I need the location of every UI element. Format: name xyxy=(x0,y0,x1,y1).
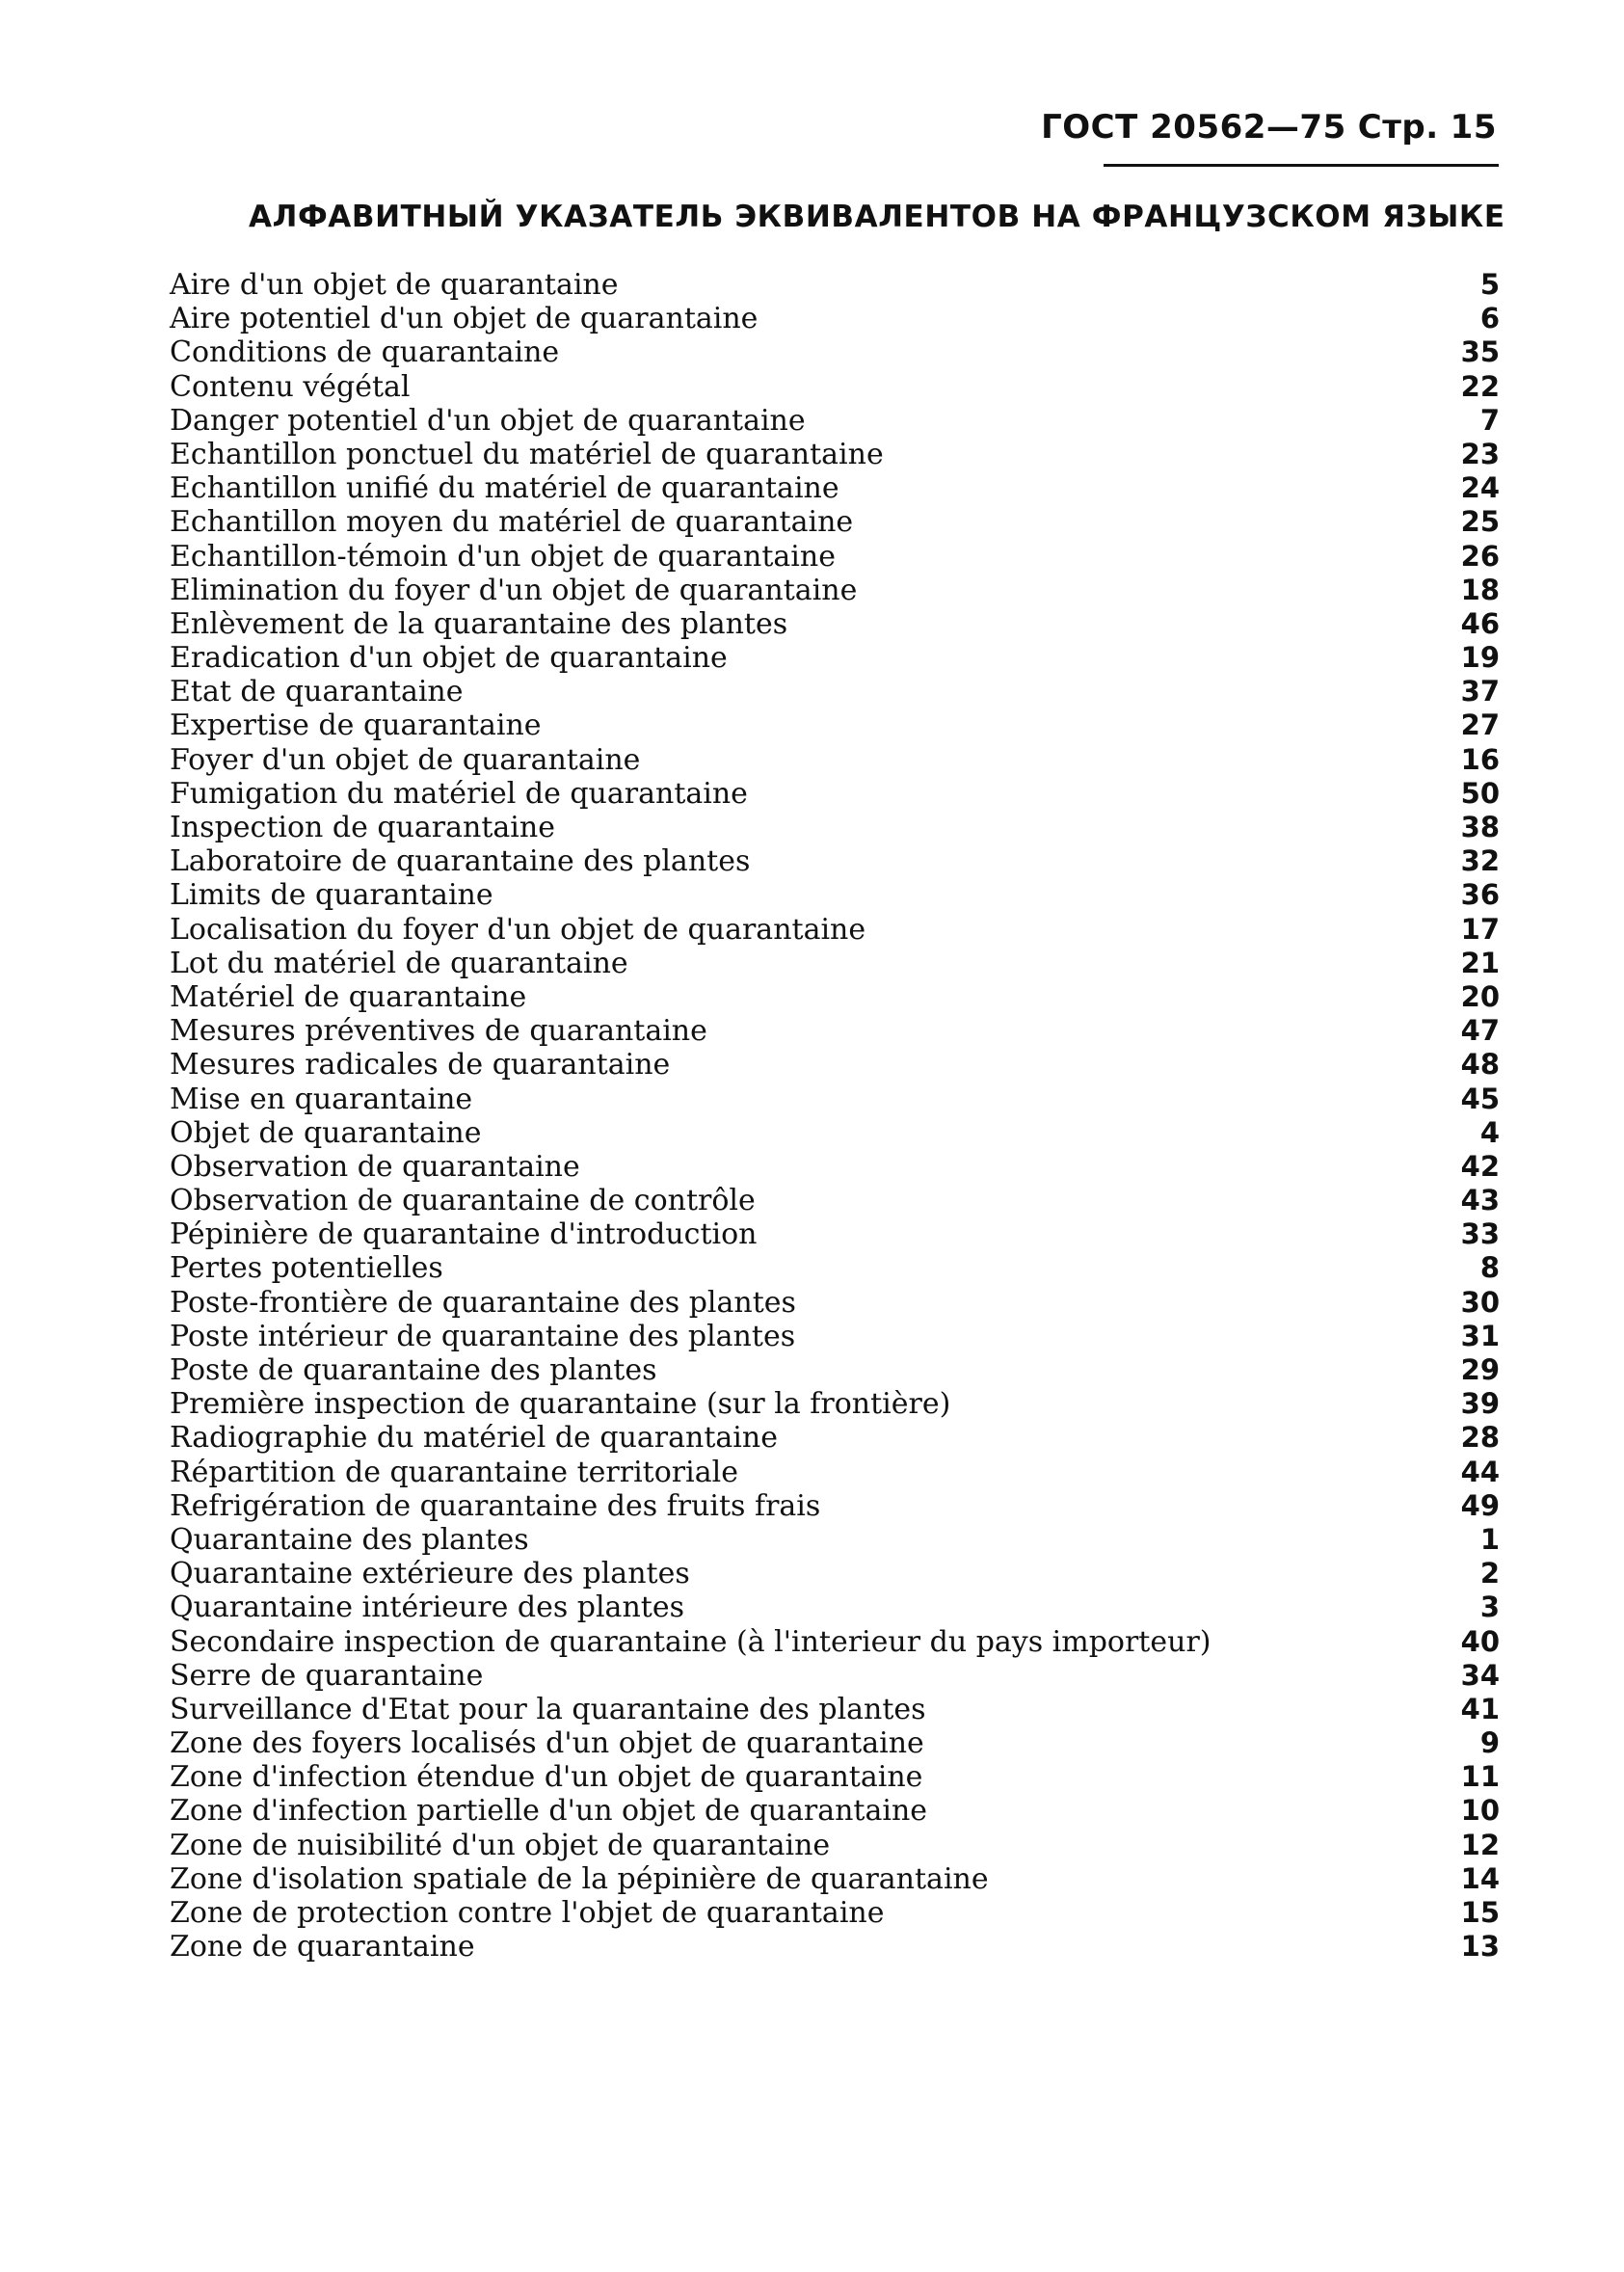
entry-term: Conditions de quarantaine xyxy=(170,335,560,370)
entry-term: Zone d'infection partielle d'un objet de quarantaine xyxy=(170,1794,928,1829)
entry-number: 32 xyxy=(1460,844,1500,878)
index-entry xyxy=(170,675,1500,708)
entry-term: Inspection de quarantaine xyxy=(170,811,555,844)
index-entry xyxy=(170,607,1500,641)
index-entry xyxy=(170,1726,1500,1760)
entry-term: Mesures préventives de quarantaine xyxy=(170,1014,707,1049)
entry-term: Enlèvement de la quarantaine des plantes xyxy=(170,606,788,641)
index-entry xyxy=(170,1862,1500,1896)
entry-number: 15 xyxy=(1460,1896,1500,1929)
index-entry xyxy=(170,1251,1500,1285)
entry-number: 34 xyxy=(1460,1658,1500,1692)
index-entry xyxy=(170,1184,1500,1217)
entry-number: 36 xyxy=(1460,878,1500,912)
entry-term: Surveillance d'Etat pour la quarantaine des plantes xyxy=(170,1692,926,1726)
entry-term: Elimination du foyer d'un objet de quarantaine xyxy=(170,573,858,607)
entry-number: 6 xyxy=(1479,302,1500,335)
header-rule xyxy=(1104,164,1499,167)
index-entry xyxy=(170,1693,1500,1726)
entry-number: 24 xyxy=(1460,471,1500,505)
entry-term: Echantillon-témoin d'un objet de quarantaine xyxy=(170,539,836,574)
index-entry xyxy=(170,1014,1500,1048)
entry-term: Poste intérieur de quarantaine des plantes xyxy=(170,1319,796,1353)
entry-number: 9 xyxy=(1479,1726,1500,1760)
index-entry xyxy=(170,1829,1500,1862)
entry-term: Zone des foyers localisés d'un objet de quarantaine xyxy=(170,1726,924,1761)
entry-term: Refrigération de quarantaine des fruits frais xyxy=(170,1488,821,1523)
entry-term: Fumigation du matériel de quarantaine xyxy=(170,776,748,811)
entry-term: Serre de quarantaine xyxy=(170,1658,484,1693)
index-entry xyxy=(170,370,1500,404)
entry-term: Quarantaine intérieure des plantes xyxy=(170,1590,684,1625)
index-entry xyxy=(170,708,1500,742)
entry-term: Foyer d'un objet de quarantaine xyxy=(170,742,641,777)
entry-term: Echantillon moyen du matériel de quarantaine xyxy=(170,505,854,540)
entry-number: 5 xyxy=(1479,268,1500,301)
index-entry xyxy=(170,404,1500,438)
entry-number: 26 xyxy=(1460,539,1500,573)
index-entry xyxy=(170,471,1500,505)
index-entry xyxy=(170,1590,1500,1624)
entry-number: 39 xyxy=(1460,1387,1500,1421)
index-entry xyxy=(170,743,1500,777)
entry-term: Répartition de quarantaine territoriale xyxy=(170,1455,738,1489)
entry-term: Lot du matériel de quarantaine xyxy=(170,946,628,980)
index-entries xyxy=(170,268,1500,1964)
entry-term: Echantillon unifié du matériel de quarantaine xyxy=(170,471,839,506)
index-entry xyxy=(170,540,1500,574)
index-entry xyxy=(170,1116,1500,1150)
index-entry xyxy=(170,574,1500,607)
entry-term: Expertise de quarantaine xyxy=(170,708,542,743)
index-entry xyxy=(170,1896,1500,1930)
entry-number: 30 xyxy=(1460,1285,1500,1319)
index-entry xyxy=(170,1489,1500,1523)
index-entry xyxy=(170,913,1500,947)
index-entry xyxy=(170,505,1500,539)
entry-term: Contenu végétal xyxy=(170,369,411,404)
entry-term: Aire potentiel d'un objet de quarantaine xyxy=(170,302,759,336)
entry-number: 50 xyxy=(1460,776,1500,810)
index-entry xyxy=(170,1320,1500,1353)
entry-number: 33 xyxy=(1460,1217,1500,1251)
entry-number: 11 xyxy=(1460,1760,1500,1794)
index-entry xyxy=(170,1794,1500,1828)
entry-number: 12 xyxy=(1460,1828,1500,1861)
entry-term: Secondaire inspection de quarantaine (à l'interieur du pays importeur) xyxy=(170,1624,1211,1659)
entry-number: 18 xyxy=(1460,573,1500,606)
index-entry xyxy=(170,844,1500,878)
entry-term: Mise en quarantaine xyxy=(170,1082,473,1116)
index-entry xyxy=(170,335,1500,369)
entry-number: 2 xyxy=(1479,1557,1500,1590)
index-entry xyxy=(170,1760,1500,1794)
entry-number: 23 xyxy=(1460,437,1500,470)
entry-number: 44 xyxy=(1460,1455,1500,1488)
entry-number: 27 xyxy=(1460,708,1500,742)
page-label: Стр. xyxy=(1357,108,1439,147)
entry-number: 16 xyxy=(1460,742,1500,776)
entry-number: 42 xyxy=(1460,1149,1500,1183)
entry-number: 31 xyxy=(1460,1319,1500,1352)
entry-term: Pertes potentielles xyxy=(170,1251,443,1286)
entry-number: 21 xyxy=(1460,946,1500,979)
entry-term: Zone d'infection étendue d'un objet de quarantaine xyxy=(170,1760,923,1795)
entry-number: 41 xyxy=(1460,1692,1500,1725)
entry-term: Localisation du foyer d'un objet de quarantaine xyxy=(170,912,866,947)
entry-number: 8 xyxy=(1479,1251,1500,1285)
entry-term: Quarantaine des plantes xyxy=(170,1522,529,1557)
index-entry xyxy=(170,1523,1500,1557)
entry-term: Zone de protection contre l'objet de quarantaine xyxy=(170,1896,885,1930)
entry-number: 28 xyxy=(1460,1421,1500,1455)
entry-term: Observation de quarantaine de contrôle xyxy=(170,1184,756,1218)
index-entry xyxy=(170,1217,1500,1251)
entry-term: Observation de quarantaine xyxy=(170,1149,580,1184)
entry-number: 4 xyxy=(1479,1115,1500,1149)
index-entry xyxy=(170,1625,1500,1659)
index-entry xyxy=(170,1421,1500,1455)
index-entry xyxy=(170,438,1500,471)
entry-number: 46 xyxy=(1460,606,1500,640)
entry-number: 13 xyxy=(1460,1930,1500,1964)
index-title: АЛФАВИТНЫЙ УКАЗАТЕЛЬ ЭКВИВАЛЕНТОВ НА ФРАНЦУЗСКОМ ЯЗЫКЕ xyxy=(249,200,1505,234)
entry-number: 22 xyxy=(1460,369,1500,403)
index-entry xyxy=(170,1048,1500,1082)
index-entry xyxy=(170,302,1500,335)
entry-term: Zone d'isolation spatiale de la pépinière de quarantaine xyxy=(170,1861,989,1896)
index-entry xyxy=(170,1557,1500,1590)
index-entry xyxy=(170,1353,1500,1387)
standard-designation: ГОСТ 20562—75 xyxy=(1041,108,1346,147)
entry-number: 3 xyxy=(1479,1590,1500,1624)
entry-term: Quarantaine extérieure des plantes xyxy=(170,1557,690,1591)
entry-term: Etat de quarantaine xyxy=(170,675,464,709)
index-entry xyxy=(170,1456,1500,1489)
index-entry xyxy=(170,811,1500,844)
entry-number: 17 xyxy=(1460,912,1500,946)
entry-number: 29 xyxy=(1460,1353,1500,1386)
index-entry xyxy=(170,777,1500,811)
entry-term: Première inspection de quarantaine (sur la frontière) xyxy=(170,1387,951,1422)
entry-term: Mesures radicales de quarantaine xyxy=(170,1048,671,1083)
entry-number: 1 xyxy=(1479,1522,1500,1556)
entry-number: 45 xyxy=(1460,1082,1500,1115)
entry-number: 37 xyxy=(1460,675,1500,708)
index-entry xyxy=(170,268,1500,302)
index-entry xyxy=(170,641,1500,675)
index-entry xyxy=(170,1150,1500,1184)
entry-term: Radiographie du matériel de quarantaine xyxy=(170,1421,778,1456)
entry-term: Zone de quarantaine xyxy=(170,1930,475,1965)
entry-term: Danger potentiel d'un objet de quarantaine xyxy=(170,403,806,438)
entry-number: 25 xyxy=(1460,505,1500,539)
entry-number: 10 xyxy=(1460,1794,1500,1828)
entry-number: 40 xyxy=(1460,1624,1500,1658)
page-header xyxy=(1041,108,1497,147)
entry-term: Objet de quarantaine xyxy=(170,1115,482,1150)
entry-term: Limits de quarantaine xyxy=(170,878,493,913)
index-entry xyxy=(170,980,1500,1014)
index-entry xyxy=(170,1083,1500,1116)
entry-term: Zone de nuisibilité d'un objet de quarantaine xyxy=(170,1828,831,1862)
entry-number: 49 xyxy=(1460,1488,1500,1522)
entry-number: 48 xyxy=(1460,1048,1500,1082)
entry-term: Matériel de quarantaine xyxy=(170,979,527,1014)
entry-term: Eradication d'un objet de quarantaine xyxy=(170,641,728,676)
entry-number: 14 xyxy=(1460,1861,1500,1895)
entry-number: 47 xyxy=(1460,1014,1500,1048)
index-entry xyxy=(170,1930,1500,1964)
index-entry xyxy=(170,1387,1500,1421)
index-entry xyxy=(170,947,1500,980)
entry-number: 35 xyxy=(1460,335,1500,369)
entry-number: 19 xyxy=(1460,641,1500,675)
entry-term: Aire d'un objet de quarantaine xyxy=(170,268,619,302)
entry-term: Pépinière de quarantaine d'introduction xyxy=(170,1217,758,1252)
page-number: 15 xyxy=(1450,108,1497,147)
entry-term: Poste-frontière de quarantaine des plantes xyxy=(170,1285,796,1320)
entry-term: Laboratoire de quarantaine des plantes xyxy=(170,844,751,879)
entry-number: 7 xyxy=(1479,403,1500,437)
entry-term: Poste de quarantaine des plantes xyxy=(170,1353,657,1387)
index-entry xyxy=(170,878,1500,912)
entry-number: 43 xyxy=(1460,1184,1500,1217)
entry-number: 38 xyxy=(1460,811,1500,843)
index-entry xyxy=(170,1286,1500,1320)
entry-number: 20 xyxy=(1460,979,1500,1013)
entry-term: Echantillon ponctuel du matériel de quarantaine xyxy=(170,437,884,471)
index-entry xyxy=(170,1659,1500,1693)
